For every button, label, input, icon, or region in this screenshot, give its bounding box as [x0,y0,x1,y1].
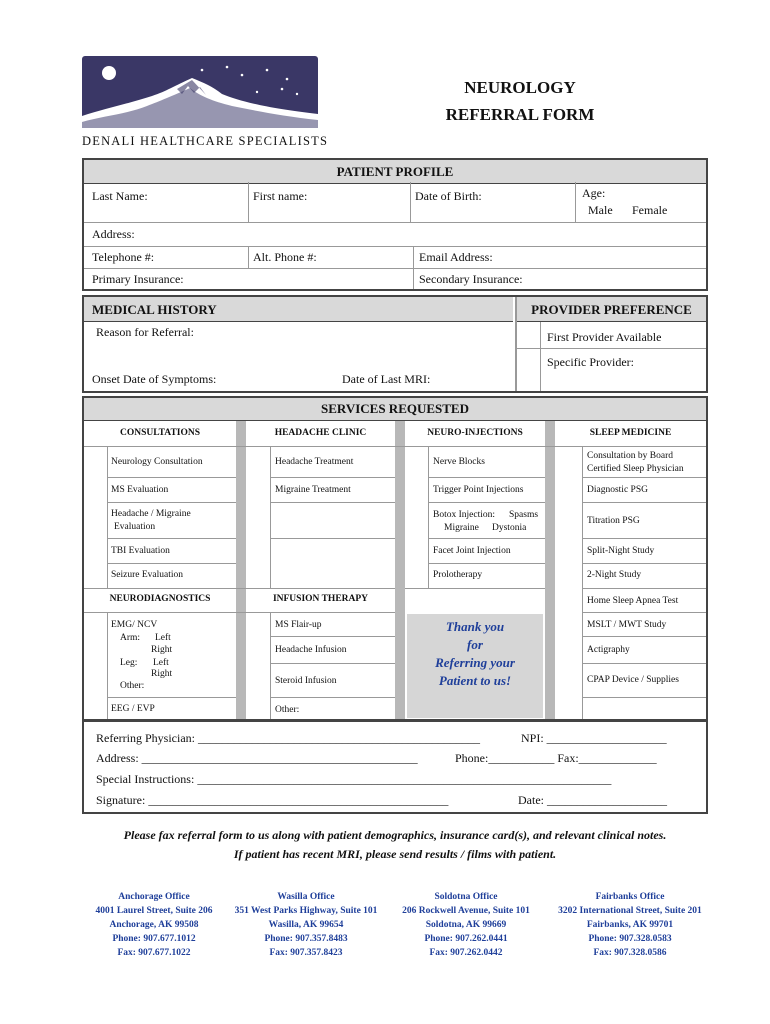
mri-instructions: If patient has recent MRI, please send results / films with patient. [233,847,557,861]
consultations-header: CONSULTATIONS [119,428,201,438]
arm-left-option[interactable]: Left [155,633,171,643]
provider-preference-header: PROVIDER PREFERENCE [517,297,706,322]
emg-ncv-option[interactable]: EMG/ NCV [111,620,158,630]
mslt-mwt-study-option[interactable]: MSLT / MWT Study [587,620,667,630]
referring-physician-field[interactable]: Referring Physician: _______________________________________________ [96,731,480,745]
primary-insurance-field[interactable]: Primary Insurance: [92,272,184,286]
neuro-injections-header: NEURO-INJECTIONS [427,428,523,438]
medical-history-header: MEDICAL HISTORY [84,297,513,322]
leg-right-option[interactable]: Right [151,669,173,679]
special-instructions-field[interactable]: Special Instructions: _____________________________________________________________________ [96,772,612,786]
botox-spasms-option[interactable]: Spasms [509,510,539,520]
home-sleep-apnea-test-option[interactable]: Home Sleep Apnea Test [587,596,679,606]
botox-injection-option[interactable]: Botox Injection: [433,510,496,520]
first-provider-option[interactable]: First Provider Available [547,330,662,344]
reason-for-referral-field[interactable]: Reason for Referral: [96,325,194,339]
cpap-device-option[interactable]: CPAP Device / Supplies [587,675,679,685]
sleep-consultation-option[interactable]: Consultation by Board [587,451,674,461]
botox-migraine-option[interactable]: Migraine [444,523,479,533]
female-option[interactable]: Female [632,203,668,217]
onset-date-field[interactable]: Onset Date of Symptoms: [92,372,217,386]
thank-you-message: Thank you for Referring your Patient to us! [407,614,543,718]
botox-dystonia-option[interactable]: Dystonia [492,523,527,533]
steroid-infusion-option[interactable]: Steroid Infusion [275,676,337,686]
company-name: DENALI HEALTHCARE SPECIALISTS [82,134,329,148]
arm-label: Arm: [120,633,141,643]
neurology-consultation-option[interactable]: Neurology Consultation [111,457,203,467]
sleep-consultation-option-line2: Certified Sleep Physician [587,464,684,474]
secondary-insurance-field[interactable]: Secondary Insurance: [419,272,523,286]
headache-treatment-option[interactable]: Headache Treatment [275,457,354,467]
patient-profile-header: PATIENT PROFILE [84,160,706,184]
office-anchorage: Anchorage Office 4001 Laurel Street, Suite 206 Anchorage, AK 99508 Phone: 907.677.1012 Fax: 907.677.1022 [95,892,213,958]
neurodiagnostics-header: NEURODIAGNOSTICS [109,594,211,604]
two-night-study-option[interactable]: 2-Night Study [587,570,642,580]
form-title-line1: NEUROLOGY [464,78,576,97]
last-mri-date-field[interactable]: Date of Last MRI: [342,372,431,386]
ms-evaluation-option[interactable]: MS Evaluation [111,485,169,495]
sleep-medicine-header: SLEEP MEDICINE [589,428,672,438]
trigger-point-injections-option[interactable]: Trigger Point Injections [433,485,524,495]
specific-provider-field[interactable]: Specific Provider: [547,355,634,369]
headache-migraine-option[interactable]: Headache / Migraine [111,509,191,519]
headache-infusion-option[interactable]: Headache Infusion [275,645,347,655]
nerve-blocks-option[interactable]: Nerve Blocks [433,457,485,467]
physician-address-field[interactable]: Address: ______________________________________________ [96,751,418,765]
mountain-logo [82,56,318,128]
leg-label: Leg: [120,658,138,668]
alt-phone-field[interactable]: Alt. Phone #: [253,250,317,264]
office-wasilla: Wasilla Office 351 West Parks Highway, Suite 101 Wasilla, AK 99654 Phone: 907.357.8483 Fax: 907.357.8423 [234,892,378,958]
phone-fax-field[interactable]: Phone:___________ Fax:_____________ [455,751,657,765]
age-field[interactable]: Age: [582,186,606,200]
infusion-other-field[interactable]: Other: [275,705,300,715]
migraine-treatment-option[interactable]: Migraine Treatment [275,485,351,495]
eeg-evp-option[interactable]: EEG / EVP [111,704,155,714]
split-night-study-option[interactable]: Split-Night Study [587,546,655,556]
first-name-field[interactable]: First name: [253,189,308,203]
seizure-evaluation-option[interactable]: Seizure Evaluation [111,570,184,580]
signature-field[interactable]: Signature: __________________________________________________ [96,793,449,807]
last-name-field[interactable]: Last Name: [92,189,148,203]
arm-right-option[interactable]: Right [151,645,173,655]
prolotherapy-option[interactable]: Prolotherapy [433,570,483,580]
services-header: SERVICES REQUESTED [84,398,706,421]
address-field[interactable]: Address: [92,227,135,241]
male-option[interactable]: Male [588,203,613,217]
headache-clinic-header: HEADACHE CLINIC [274,428,367,438]
office-fairbanks: Fairbanks Office 3202 International Street, Suite 201 Fairbanks, AK 99701 Phone: 907.328.0583 Fax: 907.328.0586 [558,892,702,958]
infusion-therapy-header: INFUSION THERAPY [272,594,369,604]
leg-left-option[interactable]: Left [153,658,169,668]
date-field[interactable]: Date: ____________________ [518,793,667,807]
fax-instructions: Please fax referral form to us along with patient demographics, insurance card(s), and relevant clinical notes. [123,828,667,842]
office-soldotna: Soldotna Office 206 Rockwell Avenue, Suite 101 Soldotna, AK 99669 Phone: 907.262.0441 Fax: 907.262.0442 [402,892,530,958]
npi-field[interactable]: NPI: ____________________ [521,731,667,745]
actigraphy-option[interactable]: Actigraphy [587,645,630,655]
facet-joint-injection-option[interactable]: Facet Joint Injection [433,546,511,556]
email-field[interactable]: Email Address: [419,250,493,264]
form-title-line2: REFERRAL FORM [445,105,595,124]
tbi-evaluation-option[interactable]: TBI Evaluation [111,546,170,556]
ms-flair-up-option[interactable]: MS Flair-up [275,620,322,630]
headache-migraine-option-line2: Evaluation [114,522,156,532]
emg-other-field[interactable]: Other: [120,681,145,691]
dob-field[interactable]: Date of Birth: [415,189,482,203]
diagnostic-psg-option[interactable]: Diagnostic PSG [587,485,648,495]
telephone-field[interactable]: Telephone #: [92,250,155,264]
titration-psg-option[interactable]: Titration PSG [587,516,640,526]
